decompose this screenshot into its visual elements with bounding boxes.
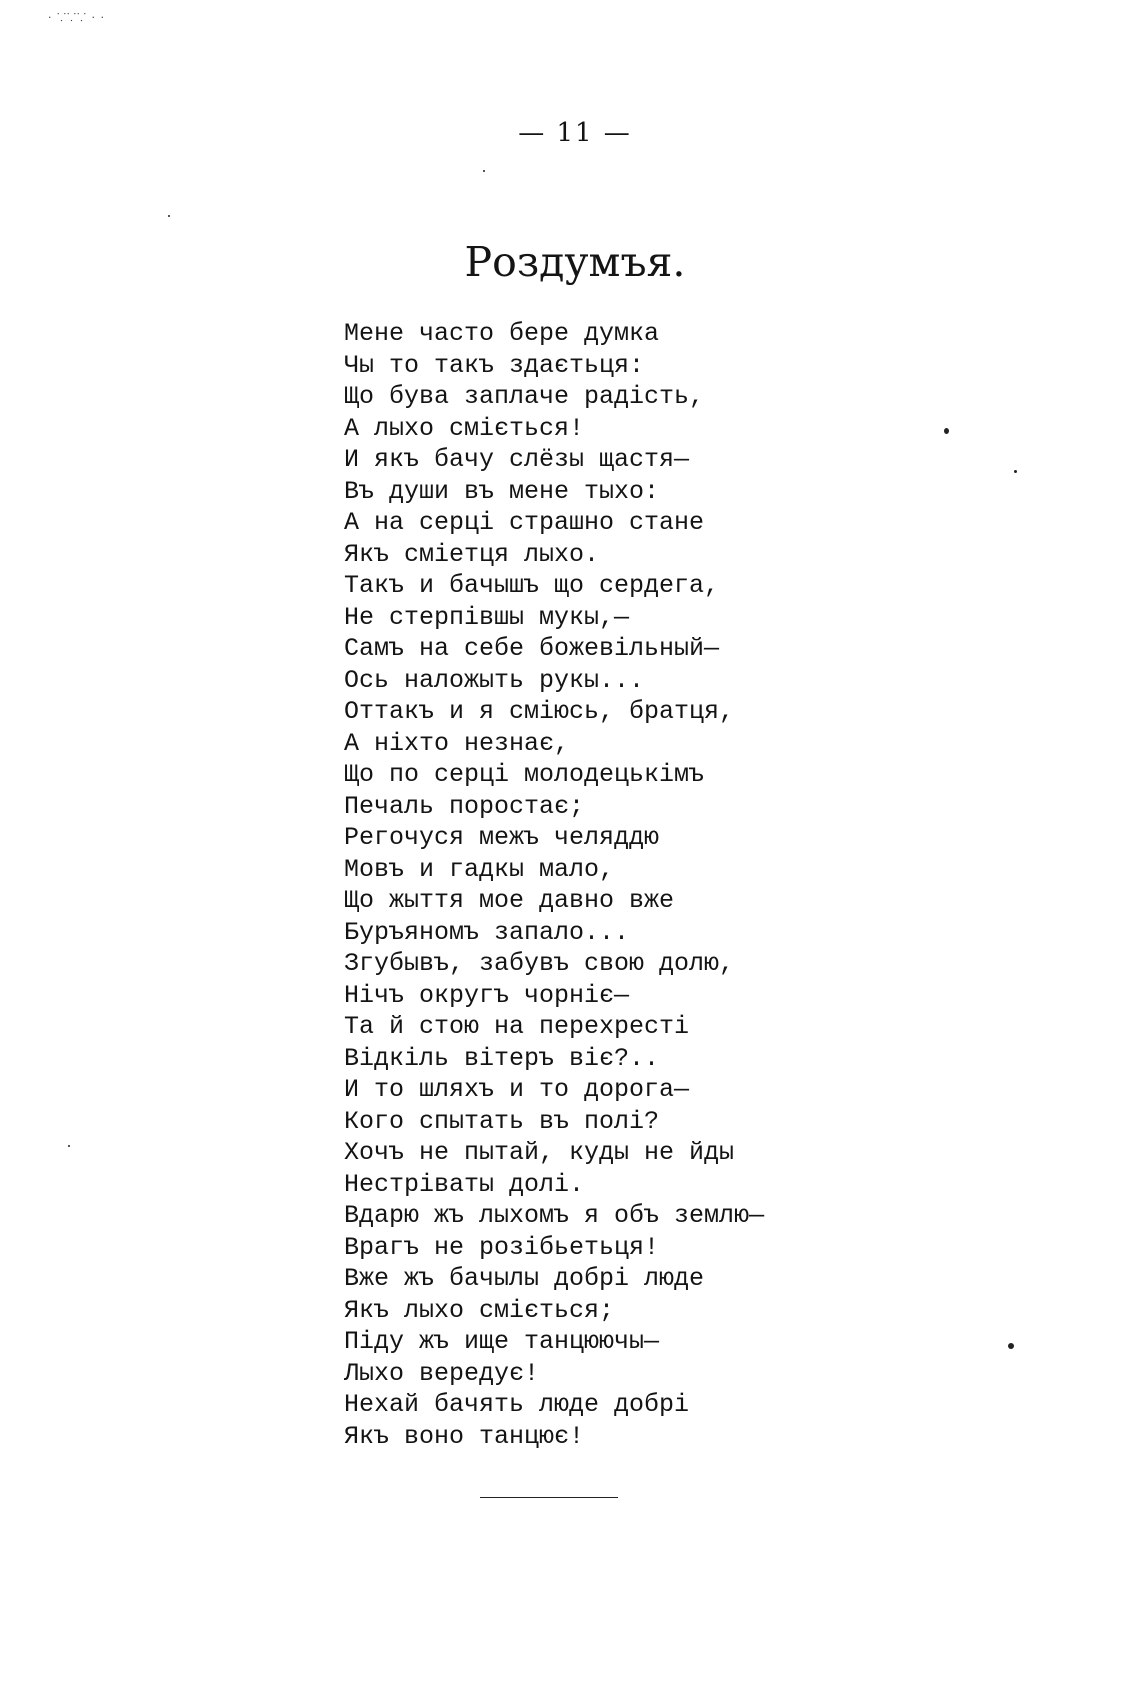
poem-line: Що бува заплаче радість,: [344, 382, 705, 411]
poem-line: Якъ воно танцює!: [344, 1421, 585, 1451]
poem-line: А лыхо сміється!: [344, 413, 585, 443]
ink-speck: [168, 215, 170, 217]
ink-speck: [1008, 1343, 1014, 1349]
poem-line: Піду жъ ище танцюючы—: [344, 1327, 660, 1356]
end-divider: [480, 1497, 618, 1498]
poem-line: Кого спытать въ полі?: [344, 1106, 660, 1136]
poem-line: Мовъ и гадкы мало,: [344, 854, 615, 884]
poem-line: Печаль поростає;: [344, 791, 585, 821]
poem-line: И якъ бачу слёзы щастя—: [344, 445, 690, 474]
poem-line: Нічъ округъ чорніє—: [344, 980, 630, 1010]
poem-line: Буръяномъ запало...: [344, 917, 630, 947]
ink-speck: [1014, 470, 1017, 473]
poem-line: Якъ сміетця лыхо.: [344, 539, 600, 569]
poem-line: Въ души въ мене тыхо:: [344, 476, 660, 506]
poem-line: И то шляхъ и то дорога—: [344, 1075, 690, 1104]
poem-line: Вже жъ бачылы добрі люде: [344, 1264, 705, 1293]
poem-line: Врагъ не розібьетьця!: [344, 1232, 660, 1262]
poem-line: А на серці страшно стане: [344, 508, 705, 537]
poem-line: Оттакъ и я сміюсь, братця,: [344, 697, 735, 726]
poem-line: Якъ лыхо сміється;: [344, 1295, 615, 1325]
poem-line: Що по серці молодецькімъ: [344, 760, 705, 789]
poem-line: Нехай бачять люде добрі: [344, 1390, 690, 1419]
poem-line: Вдарю жъ лыхомъ я объ землю—: [344, 1201, 765, 1230]
poem-title: Роздумъя.: [464, 238, 686, 286]
poem-line: Такъ и бачышъ що сердега,: [344, 571, 720, 600]
poem-line: Що жыття мое давно вже: [344, 886, 675, 915]
ink-speck: [68, 1145, 70, 1147]
poem-line: Не стерпівшы мукы,—: [344, 602, 630, 632]
poem-line: Мене часто бере думка: [344, 319, 660, 348]
ink-speck: [483, 170, 485, 172]
poem-line: А ніхто незнає,: [344, 728, 570, 758]
corner-smudge: · ⸪⸪⸪ · ·: [48, 11, 106, 24]
poem-line: Хочъ не пытай, куды не йды: [344, 1138, 735, 1167]
poem-line: Регочуся межъ челяддю: [344, 823, 660, 852]
poem-line: Самъ на себе божевільный—: [344, 634, 720, 663]
page-number: — 11 —: [518, 118, 632, 148]
poem-line: Та й стою на перехресті: [344, 1012, 690, 1041]
ink-speck: [944, 428, 949, 434]
poem-line: Нестріваты долі.: [344, 1169, 585, 1199]
poem-line: Відкіль вітеръ віє?..: [344, 1043, 660, 1073]
poem-line: Лыхо вередує!: [344, 1358, 540, 1388]
poem-line: Згубывъ, забувъ свою долю,: [344, 949, 735, 978]
poem-line: Ось наложыть рукы...: [344, 665, 645, 695]
poem-line: Чы то такъ здаєтьця:: [344, 350, 645, 380]
poem-body: [344, 318, 764, 1452]
